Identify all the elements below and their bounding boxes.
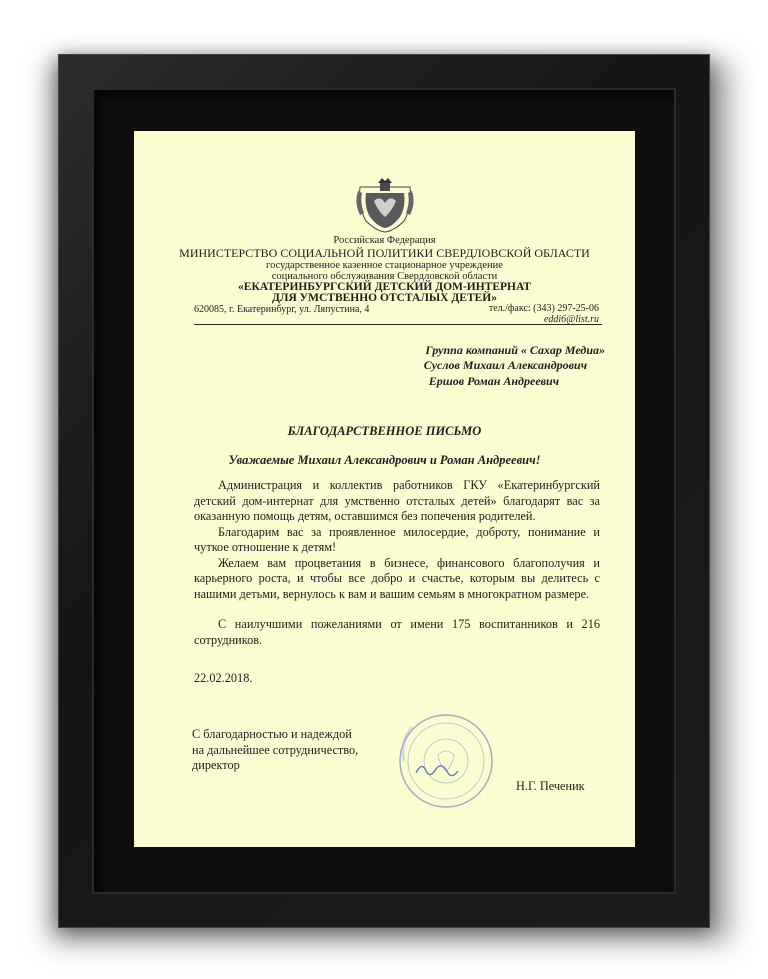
letter-closing-block	[194, 617, 600, 648]
signature-name: Н.Г. Печеник	[516, 779, 585, 793]
header-institution-name-1: «ЕКАТЕРИНБУРГСКИЙ ДЕТСКИЙ ДОМ-ИНТЕРНАТ	[238, 281, 531, 293]
header-institution-type-2: социального обслуживания Свердловской области	[271, 271, 498, 282]
letter-paragraph-2: Благодарим вас за проявленное милосердие, доброту, понимание и чуткое отношение к детям!	[194, 524, 600, 554]
coat-of-arms-icon	[356, 177, 414, 233]
header-phone: тел./факс: (343) 297-25-06	[488, 303, 599, 314]
header-institution-type-1: государственное казенное стационарное учреждение	[266, 260, 503, 271]
official-stamp-icon	[396, 711, 496, 811]
signature-line-3: директор	[192, 758, 240, 772]
letter-body	[194, 478, 600, 602]
letter-greeting: Уважаемые Михаил Александрович и Роман Андреевич!	[228, 453, 541, 467]
letter-title: БЛАГОДАРСТВЕННОЕ ПИСЬМО	[287, 424, 482, 438]
header-divider	[194, 324, 602, 325]
header-institution-name-2: ДЛЯ УМСТВЕННО ОТСТАЛЫХ ДЕТЕЙ»	[272, 292, 497, 304]
header-ministry: МИНИСТЕРСТВО СОЦИАЛЬНОЙ ПОЛИТИКИ СВЕРДЛОВСКОЙ ОБЛАСТИ	[179, 246, 590, 260]
letter-paper	[134, 131, 635, 847]
header-country: Российская Федерация	[333, 235, 436, 246]
header-email: eddi6@list.ru	[543, 314, 599, 325]
letter-paragraph-1: Администрация и коллектив работников ГКУ «Екатеринбургский детский дом-интернат для умственно отсталых детей» благодарят вас за оказанную помощь детям, оставшимся без попечения родителей.	[194, 478, 600, 523]
letter-closing: С наилучшими пожеланиями от имени 175 воспитанников и 216 сотрудников.	[194, 617, 600, 647]
letter-paragraph-3: Желаем вам процветания в бизнесе, финансового благополучия и карьерного роста, и чтобы все добро и счастье, которым вы делитесь с нашими детьми, вернулось к вам и вашим семьям в многократном размере.	[194, 555, 600, 601]
signature-block	[192, 727, 358, 774]
letter-date: 22.02.2018.	[194, 671, 253, 685]
recipient-person-1: Суслов Михаил Александрович	[423, 358, 587, 372]
recipient-person-2: Ершов Роман Андреевич	[428, 374, 559, 388]
signature-line-2: на дальнейшее сотрудничество,	[192, 742, 359, 757]
signature-line-1: С благодарностью и надеждой	[192, 727, 352, 741]
header-address: 620085, г. Екатеринбург, ул. Ляпустина, 4	[194, 304, 370, 315]
recipient-company: Группа компаний « Сахар Медиа»	[425, 343, 605, 357]
